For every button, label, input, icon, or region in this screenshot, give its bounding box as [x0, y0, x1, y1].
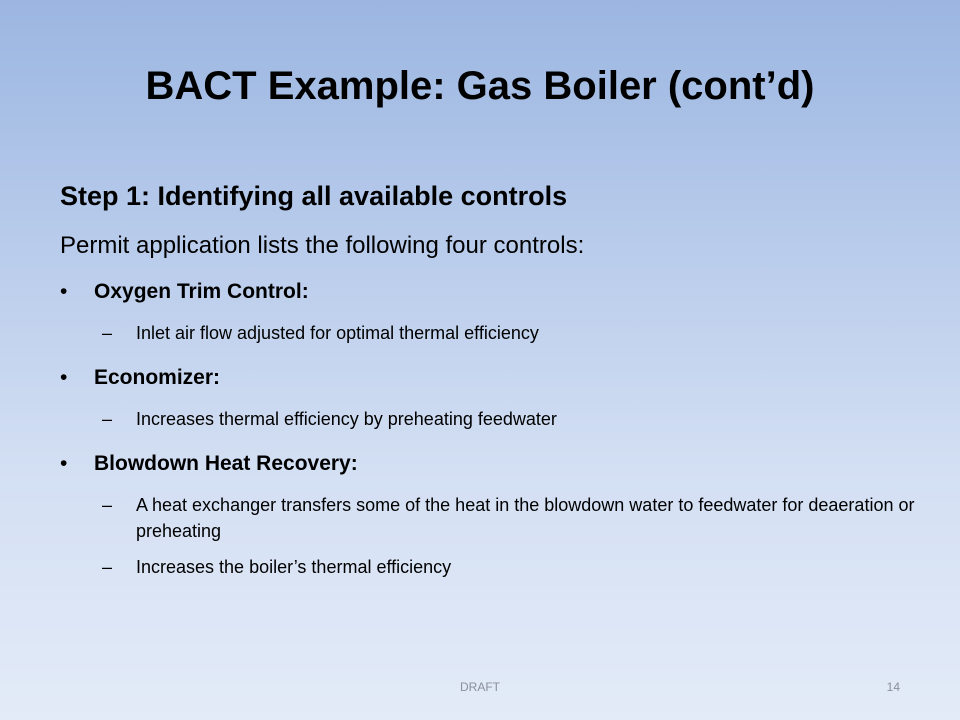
dash-marker: – [102, 409, 113, 429]
slide-title: BACT Example: Gas Boiler (cont’d) [145, 64, 815, 108]
subitem-text: Increases thermal efficiency by preheating feedwater [136, 409, 557, 429]
page-number: 14 [886, 680, 900, 694]
dash-marker: – [102, 323, 113, 343]
intro-text: Permit application lists the following four controls: [60, 232, 585, 259]
step-heading: Step 1: Identifying all available controls [60, 181, 568, 211]
bullet-economizer: • Economizer: [60, 364, 920, 392]
subitem-text: A heat exchanger transfers some of the heat in the blowdown water to feedwater for deaeration or preheating [136, 495, 915, 541]
footer-draft-label: DRAFT [460, 680, 500, 694]
subitem-boiler-efficiency [102, 554, 920, 580]
subitem-preheating-feedwater [102, 406, 920, 432]
bullet-oxygen-trim-control: • Oxygen Trim Control: [60, 278, 920, 306]
subitem-text: Increases the boiler’s thermal efficiency [136, 557, 452, 577]
subitem-text: Inlet air flow adjusted for optimal thermal efficiency [136, 323, 539, 343]
subitem-heat-exchanger [102, 492, 920, 544]
dash-marker: – [102, 495, 113, 515]
slide-body [60, 178, 920, 580]
dash-marker: – [102, 557, 113, 577]
subitem-inlet-air-flow [102, 320, 920, 346]
bullet-blowdown-heat-recovery: • Blowdown Heat Recovery: [60, 450, 920, 478]
